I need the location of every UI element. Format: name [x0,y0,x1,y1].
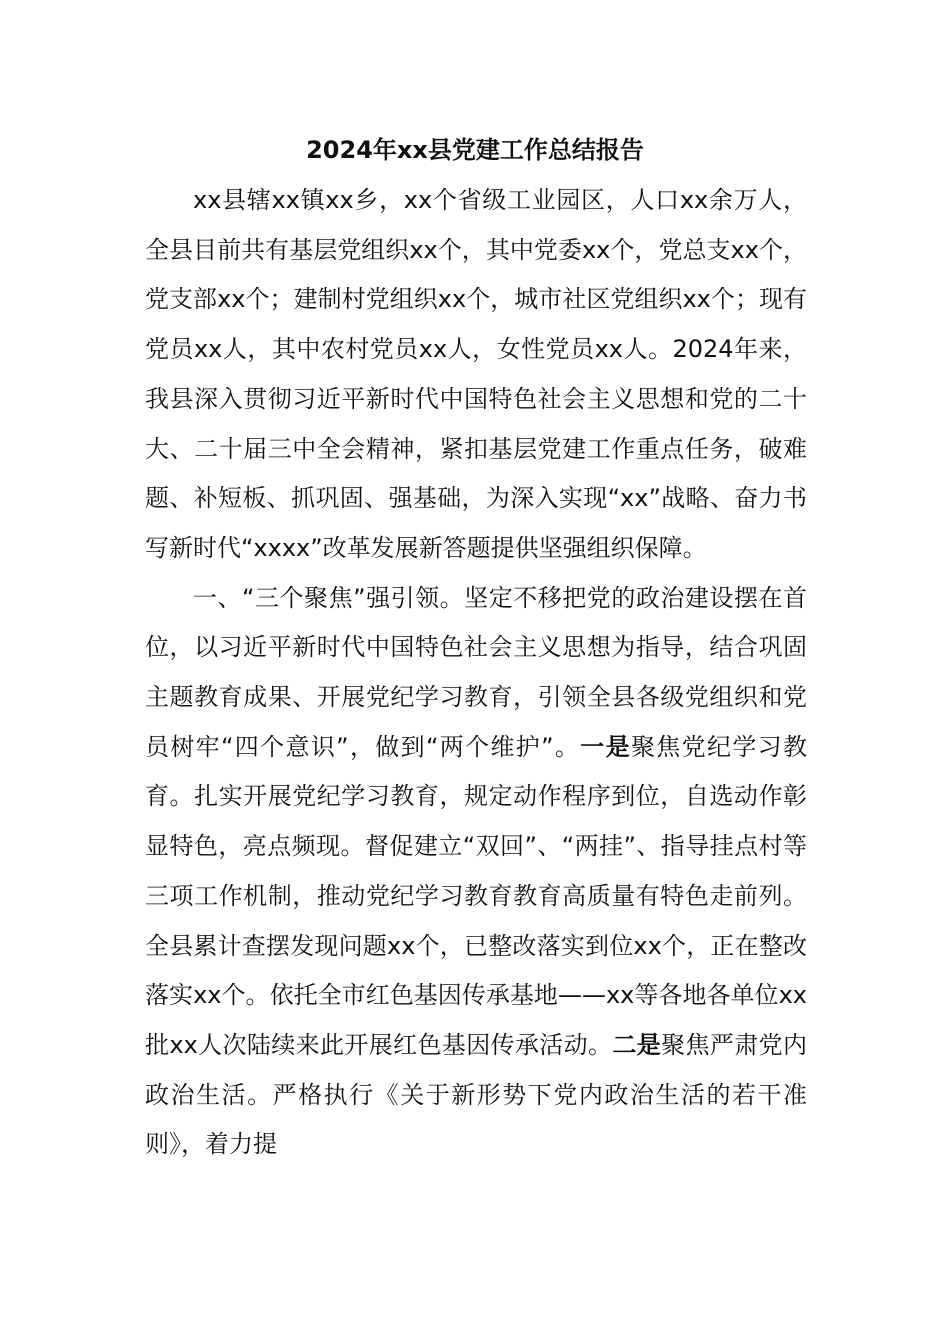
document-title: 2024年xx县党建工作总结报告 [306,136,644,164]
point-two-label: 二是 [612,1030,662,1059]
paragraph-section-one [145,574,807,1170]
point-one-text: 聚焦党纪学习教育。扎实开展党纪学习教育，规定动作程序到位，自选动作彰显特色，亮点频现。督促建立“双回”、“两挂”、指导挂点村等三项工作机制，推动党纪学习教育教育高质量有特色走前列。全县累计查摆发现问题xx个，已整改落实到位xx个，正在整改落实xx个。依托全市红色基因传承基地——xx等各地各单位xx批xx人次陆续来此开展红色基因传承活动。 [145,732,808,1059]
section-one-text: 一、“三个聚焦”强引领。坚定不移把党的政治建设摆在首位，以习近平新时代中国特色社会主义思想为指导，结合巩固主题教育成果、开展党纪学习教育，引领全县各级党组织和党员树牢“四个意识”，做到“两个维护”。 [145,583,807,761]
paragraph-intro: xx县辖xx镇xx乡，xx个省级工业园区，人口xx余万人，全县目前共有基层党组织xx个，其中党委xx个，党总支xx个，党支部xx个；建制村党组织xx个，城市社区党组织xx个；现有党员xx人，其中农村党员xx人，女性党员xx人。2024年来，我县深入贯彻习近平新时代中国特色社会主义思想和党的二十大、二十届三中全会精神，紧扣基层党建工作重点任务，破难题、补短板、抓巩固、强基础，为深入实现“xx”战略、奋力书写新时代“xxxx”改革发展新答题提供坚强组织保障。 [145,186,807,562]
point-two-text: 聚焦严肃党内政治生活。严格执行《关于新形势下党内政治生活的若干准则》，着力提 [145,1030,808,1159]
point-one-label: 一是 [580,732,631,761]
document-body [145,176,807,1170]
